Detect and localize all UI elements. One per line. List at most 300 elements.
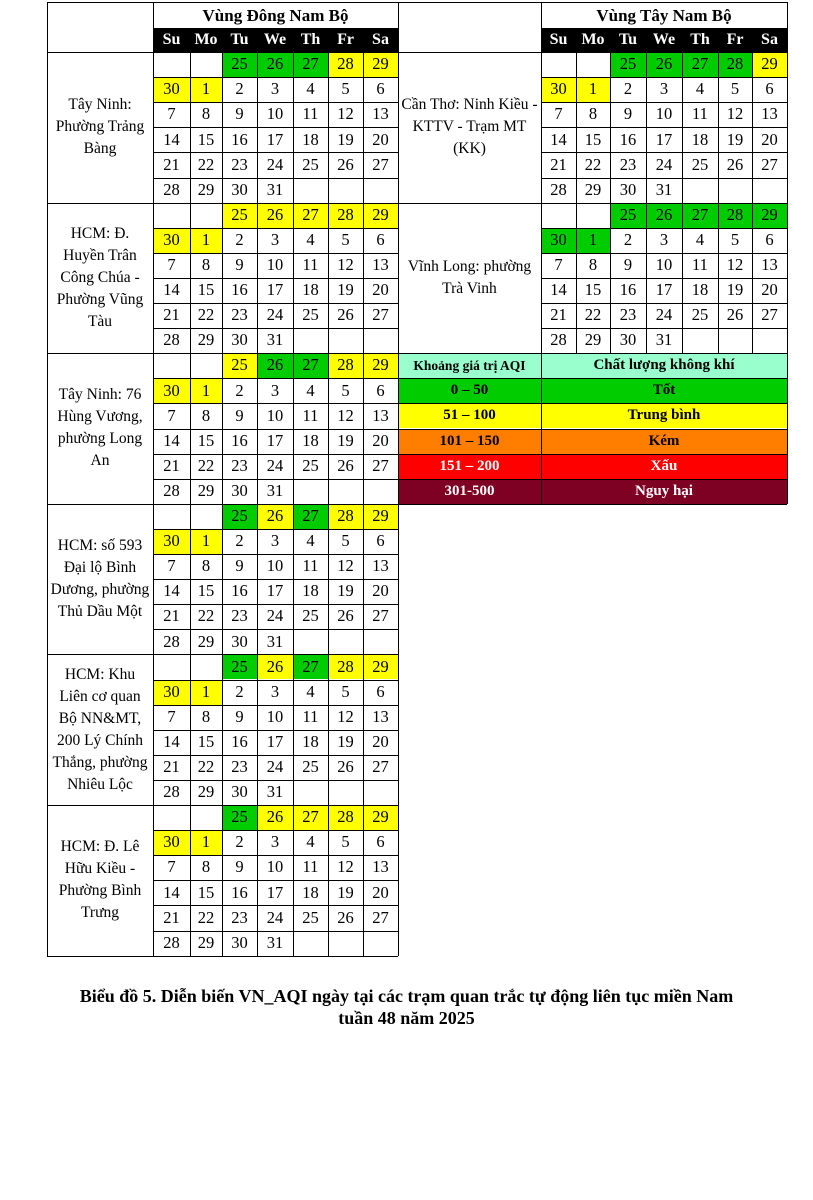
grid-line [363,504,364,655]
caption-line-1: Biểu đồ 5. Diễn biến VN_AQI ngày tại các trạm quan trắc tự động liên tục miền Nam [79,986,734,1006]
calendar-day: 29 [197,631,215,651]
calendar-day: 22 [197,907,215,927]
calendar-day: 23 [231,907,248,927]
calendar-day: 29 [584,179,602,199]
calendar-day [153,805,190,830]
weekday-header: Sa [363,28,398,52]
calendar-day: 4 [695,229,705,249]
calendar-day: 8 [201,104,211,124]
grid-line [363,353,364,504]
calendar-day: 12 [337,405,354,425]
calendar-day: 17 [266,882,284,902]
weekday-header: Mo [190,28,222,52]
calendar-day: 12 [337,556,354,576]
calendar-day: 27 [372,154,389,174]
grid-line [398,52,399,203]
calendar-day [541,52,576,77]
legend-header-quality: Chất lượng không khí [541,353,787,378]
calendar-day: 30 [153,378,190,403]
calendar-day: 31 [266,330,284,350]
calendar-day: 14 [163,129,180,149]
calendar-day: 6 [376,79,385,99]
calendar-day: 9 [235,104,244,124]
calendar-day: 29 [363,805,398,830]
calendar-day: 17 [266,581,284,601]
calendar-day: 13 [372,857,389,877]
calendar-day: 15 [197,280,215,300]
grid-line [541,152,787,153]
calendar-day: 17 [266,430,284,450]
calendar-day: 28 [163,932,180,952]
calendar-day [328,479,363,504]
calendar-day: 28 [163,782,180,802]
calendar-day [363,178,398,203]
grid-line [718,52,719,203]
calendar-day: 3 [270,229,280,249]
grid-line [328,203,329,354]
calendar-day: 2 [235,681,244,701]
calendar-day: 18 [302,882,319,902]
calendar-day: 30 [153,228,190,253]
calendar-day: 5 [341,832,350,852]
weekday-header: Sa [752,28,787,52]
calendar-day: 26 [337,455,354,475]
grid-line [398,2,787,3]
grid-line [541,52,787,53]
calendar-day: 26 [726,154,744,174]
weekday-header: Su [153,28,190,52]
calendar-day: 22 [197,757,215,777]
calendar-day: 14 [163,430,180,450]
calendar-day: 21 [550,154,567,174]
calendar-day: 8 [588,255,598,275]
calendar-day [682,328,718,353]
calendar-day: 7 [167,857,176,877]
calendar-day: 30 [541,228,576,253]
calendar-day: 10 [266,104,284,124]
grid-line [47,52,153,53]
calendar-day: 21 [163,305,180,325]
grid-line [398,353,399,504]
grid-line [398,378,787,379]
calendar-day: 20 [372,882,389,902]
calendar-day: 11 [692,255,708,275]
calendar-day: 13 [761,104,778,124]
grid-line [222,203,223,354]
grid-line [47,956,398,957]
calendar-day: 26 [257,805,293,830]
calendar-day: 26 [726,305,744,325]
grid-line [398,479,787,480]
calendar-day: 20 [761,129,778,149]
calendar-day: 9 [235,255,244,275]
calendar-day: 11 [302,556,319,576]
calendar-day: 30 [619,179,637,199]
grid-line [328,353,329,504]
grid-line [610,203,611,354]
calendar-day: 8 [201,706,211,726]
calendar-day: 20 [372,731,389,751]
grid-line [541,328,787,329]
calendar-day: 6 [376,832,385,852]
legend-range: 0 – 50 [398,378,541,403]
calendar-day: 14 [163,581,180,601]
calendar-day: 21 [163,757,180,777]
grid-line [257,52,258,203]
grid-line [190,654,191,805]
legend-range: 151 – 200 [398,454,541,479]
calendar-day: 29 [584,330,602,350]
grid-line [328,504,329,655]
calendar-day: 28 [328,504,363,529]
calendar-day: 21 [550,305,567,325]
calendar-day: 31 [266,932,284,952]
calendar-day: 13 [372,405,389,425]
calendar-day: 30 [231,480,248,500]
calendar-day: 24 [655,305,673,325]
grid-line [153,504,154,655]
grid-line [541,228,787,229]
calendar-day: 5 [341,531,350,551]
calendar-day: 27 [761,154,778,174]
grid-line [541,28,787,29]
calendar-day: 5 [341,229,350,249]
calendar-day: 13 [372,706,389,726]
grid-line [47,2,48,52]
calendar-day: 15 [197,882,215,902]
grid-line [190,52,191,203]
grid-line [752,203,753,354]
calendar-day: 21 [163,606,180,626]
calendar-day: 24 [266,907,284,927]
calendar-day: 4 [306,79,315,99]
grid-line [257,805,258,956]
grid-line [222,504,223,655]
calendar-day: 20 [761,280,778,300]
calendar-day: 25 [302,606,319,626]
grid-line [398,805,399,956]
calendar-day [718,178,752,203]
calendar-day: 13 [372,255,389,275]
calendar-day: 24 [266,606,284,626]
legend-quality: Tốt [541,378,787,403]
grid-line [541,278,787,279]
grid-line [293,654,294,805]
grid-line [47,654,153,655]
calendar-day: 26 [257,353,293,378]
calendar-day: 12 [726,255,744,275]
station-name: Cần Thơ: Ninh Kiều - KTTV - Trạm MT (KK) [401,96,538,158]
caption-line-2: tuần 48 năm 2025 [338,1008,475,1028]
calendar-day: 3 [270,832,280,852]
legend-quality: Nguy hại [541,479,787,504]
calendar-day: 7 [167,706,176,726]
grid-line [363,654,364,805]
calendar-day: 28 [163,330,180,350]
calendar-day: 26 [646,52,682,77]
calendar-day: 12 [337,104,354,124]
station-name: HCM: Đ. Huyền Trân Công Chúa - Phường Vũng Tàu [56,224,144,330]
calendar-day [328,328,363,353]
calendar-day: 26 [337,305,354,325]
weekday-header: Th [682,28,718,52]
weekday-header: Fr [718,28,752,52]
calendar-day: 30 [619,330,637,350]
calendar-day [682,178,718,203]
calendar-day: 15 [584,280,602,300]
grid-line [541,102,787,103]
grid-line [47,353,48,504]
calendar-day: 20 [372,280,389,300]
calendar-day: 21 [163,455,180,475]
station-name: Tây Ninh: 76 Hùng Vương, phường Long An [57,386,143,470]
calendar-day: 3 [270,681,280,701]
calendar-day [293,178,328,203]
calendar-day: 26 [337,757,354,777]
calendar-day: 27 [372,305,389,325]
calendar-day: 11 [302,857,319,877]
grid-line [257,654,258,805]
grid-line [682,52,683,203]
weekday-header: We [257,28,293,52]
calendar-day [752,178,787,203]
calendar-day: 4 [306,531,315,551]
grid-line [398,353,787,354]
calendar-day: 1 [576,228,610,253]
calendar-day: 28 [328,353,363,378]
calendar-day: 16 [231,430,248,450]
calendar-day: 27 [293,203,328,228]
calendar-day: 7 [167,556,176,576]
grid-line [222,805,223,956]
calendar-day: 15 [584,129,602,149]
calendar-day [328,178,363,203]
weekday-header: We [646,28,682,52]
grid-line [153,654,154,805]
grid-line [610,52,611,203]
grid-line [398,504,787,505]
calendar-day: 28 [163,631,180,651]
grid-line [222,52,223,203]
calendar-day: 4 [306,681,315,701]
calendar-day: 15 [197,581,215,601]
calendar-day: 12 [337,706,354,726]
grid-line [257,504,258,655]
calendar-day: 23 [619,305,637,325]
calendar-day: 30 [153,77,190,102]
calendar-day: 6 [376,229,385,249]
calendar-day: 14 [163,280,180,300]
calendar-day: 25 [222,504,257,529]
calendar-day: 29 [197,179,215,199]
calendar-day: 30 [231,179,248,199]
grid-line [47,805,48,956]
calendar-day: 31 [266,631,284,651]
calendar-day: 17 [266,731,284,751]
grid-line [718,203,719,354]
grid-line [153,203,154,354]
calendar-day [153,52,190,77]
station-name: HCM: Khu Liên cơ quan Bộ NN&MT, 200 Lý Chính Thắng, phường Nhiêu Lộc [52,665,148,793]
calendar-day: 15 [197,129,215,149]
calendar-day: 29 [197,932,215,952]
calendar-day: 16 [619,280,637,300]
grid-line [190,353,191,504]
calendar-day [293,629,328,654]
calendar-day: 14 [163,731,180,751]
calendar-day: 28 [328,52,363,77]
calendar-day: 30 [231,330,248,350]
station-name: HCM: Đ. Lê Hữu Kiều - Phường Bình Trưng [58,838,142,922]
grid-line [541,303,787,304]
calendar-day: 7 [167,405,176,425]
calendar-day: 29 [363,52,398,77]
calendar-day: 3 [270,380,280,400]
station-name: Vĩnh Long: phường Trà Vinh [407,257,532,297]
station-name: Tây Ninh: Phường Trảng Bàng [55,96,145,158]
calendar-day: 14 [163,882,180,902]
calendar-day [541,203,576,228]
calendar-day: 25 [222,203,257,228]
calendar-day: 3 [659,229,669,249]
calendar-day [293,780,328,805]
calendar-day [190,504,222,529]
grid-line [47,504,153,505]
calendar-day: 30 [541,77,576,102]
calendar-day: 28 [328,203,363,228]
calendar-day: 29 [363,353,398,378]
calendar-day: 10 [655,104,673,124]
calendar-day: 2 [623,79,633,99]
calendar-day [190,353,222,378]
calendar-day: 6 [376,380,385,400]
calendar-day: 31 [266,480,284,500]
calendar-day: 30 [153,529,190,554]
calendar-day: 8 [588,104,598,124]
calendar-day: 16 [619,129,637,149]
legend-range: 101 – 150 [398,429,541,454]
grid-line [47,203,153,204]
grid-line [293,504,294,655]
calendar-day: 5 [730,79,740,99]
calendar-day: 13 [761,255,778,275]
calendar-day: 6 [376,531,385,551]
calendar-day: 25 [610,52,646,77]
calendar-day: 12 [726,104,744,124]
grid-line [398,403,787,404]
grid-line [541,253,787,254]
calendar-day: 11 [692,104,708,124]
grid-line [541,2,542,52]
calendar-day [576,203,610,228]
calendar-day: 16 [231,882,248,902]
calendar-day: 30 [153,680,190,705]
region-title: Vùng Đông Nam Bộ [202,5,349,25]
calendar-day: 4 [695,79,705,99]
calendar-day: 16 [231,731,248,751]
calendar-day: 22 [197,305,215,325]
calendar-day: 23 [231,154,248,174]
calendar-day: 8 [201,405,211,425]
grid-line [541,77,787,78]
grid-line [398,203,399,354]
calendar-day: 19 [337,129,354,149]
grid-line [787,353,788,504]
calendar-day: 2 [623,229,633,249]
calendar-day: 9 [623,255,633,275]
calendar-day: 29 [363,504,398,529]
calendar-day: 2 [235,229,244,249]
calendar-day: 27 [372,907,389,927]
weekday-header: Su [541,28,576,52]
grid-line [153,28,398,29]
calendar-day: 1 [190,830,222,855]
calendar-day: 6 [765,79,774,99]
grid-line [363,52,364,203]
calendar-day [328,629,363,654]
grid-line [153,805,154,956]
calendar-day: 12 [337,255,354,275]
calendar-day: 1 [190,77,222,102]
calendar-day: 9 [235,706,244,726]
grid-line [363,203,364,354]
calendar-day: 29 [752,203,787,228]
grid-line [257,353,258,504]
calendar-day: 20 [372,581,389,601]
calendar-day: 8 [201,556,211,576]
calendar-day [576,52,610,77]
calendar-day: 25 [302,757,319,777]
calendar-day: 18 [302,280,319,300]
calendar-day [293,328,328,353]
calendar-day: 29 [197,330,215,350]
grid-line [222,353,223,504]
calendar-day: 7 [554,255,563,275]
calendar-day: 22 [197,606,215,626]
calendar-day: 8 [201,857,211,877]
grid-line [328,805,329,956]
calendar-day: 28 [163,480,180,500]
grid-line [328,52,329,203]
grid-line [398,454,787,455]
calendar-day: 27 [293,353,328,378]
legend-range: 51 – 100 [398,403,541,428]
grid-line [646,52,647,203]
calendar-day: 27 [293,52,328,77]
calendar-day [153,353,190,378]
calendar-day: 1 [190,228,222,253]
grid-line [47,2,398,3]
calendar-day [153,504,190,529]
calendar-day: 7 [167,104,176,124]
calendar-day: 1 [576,77,610,102]
calendar-day: 25 [691,305,709,325]
grid-line [541,203,542,354]
grid-line [190,203,191,354]
calendar-day: 26 [337,907,354,927]
calendar-day: 14 [550,129,567,149]
calendar-day: 26 [337,154,354,174]
legend-header-range: Khoảng giá trị AQI [398,353,541,378]
legend-quality: Xấu [541,454,787,479]
grid-line [541,52,542,203]
grid-line [541,353,542,504]
grid-line [576,52,577,203]
calendar-day: 28 [550,330,567,350]
grid-line [47,654,48,805]
calendar-day: 25 [222,353,257,378]
calendar-day [363,780,398,805]
